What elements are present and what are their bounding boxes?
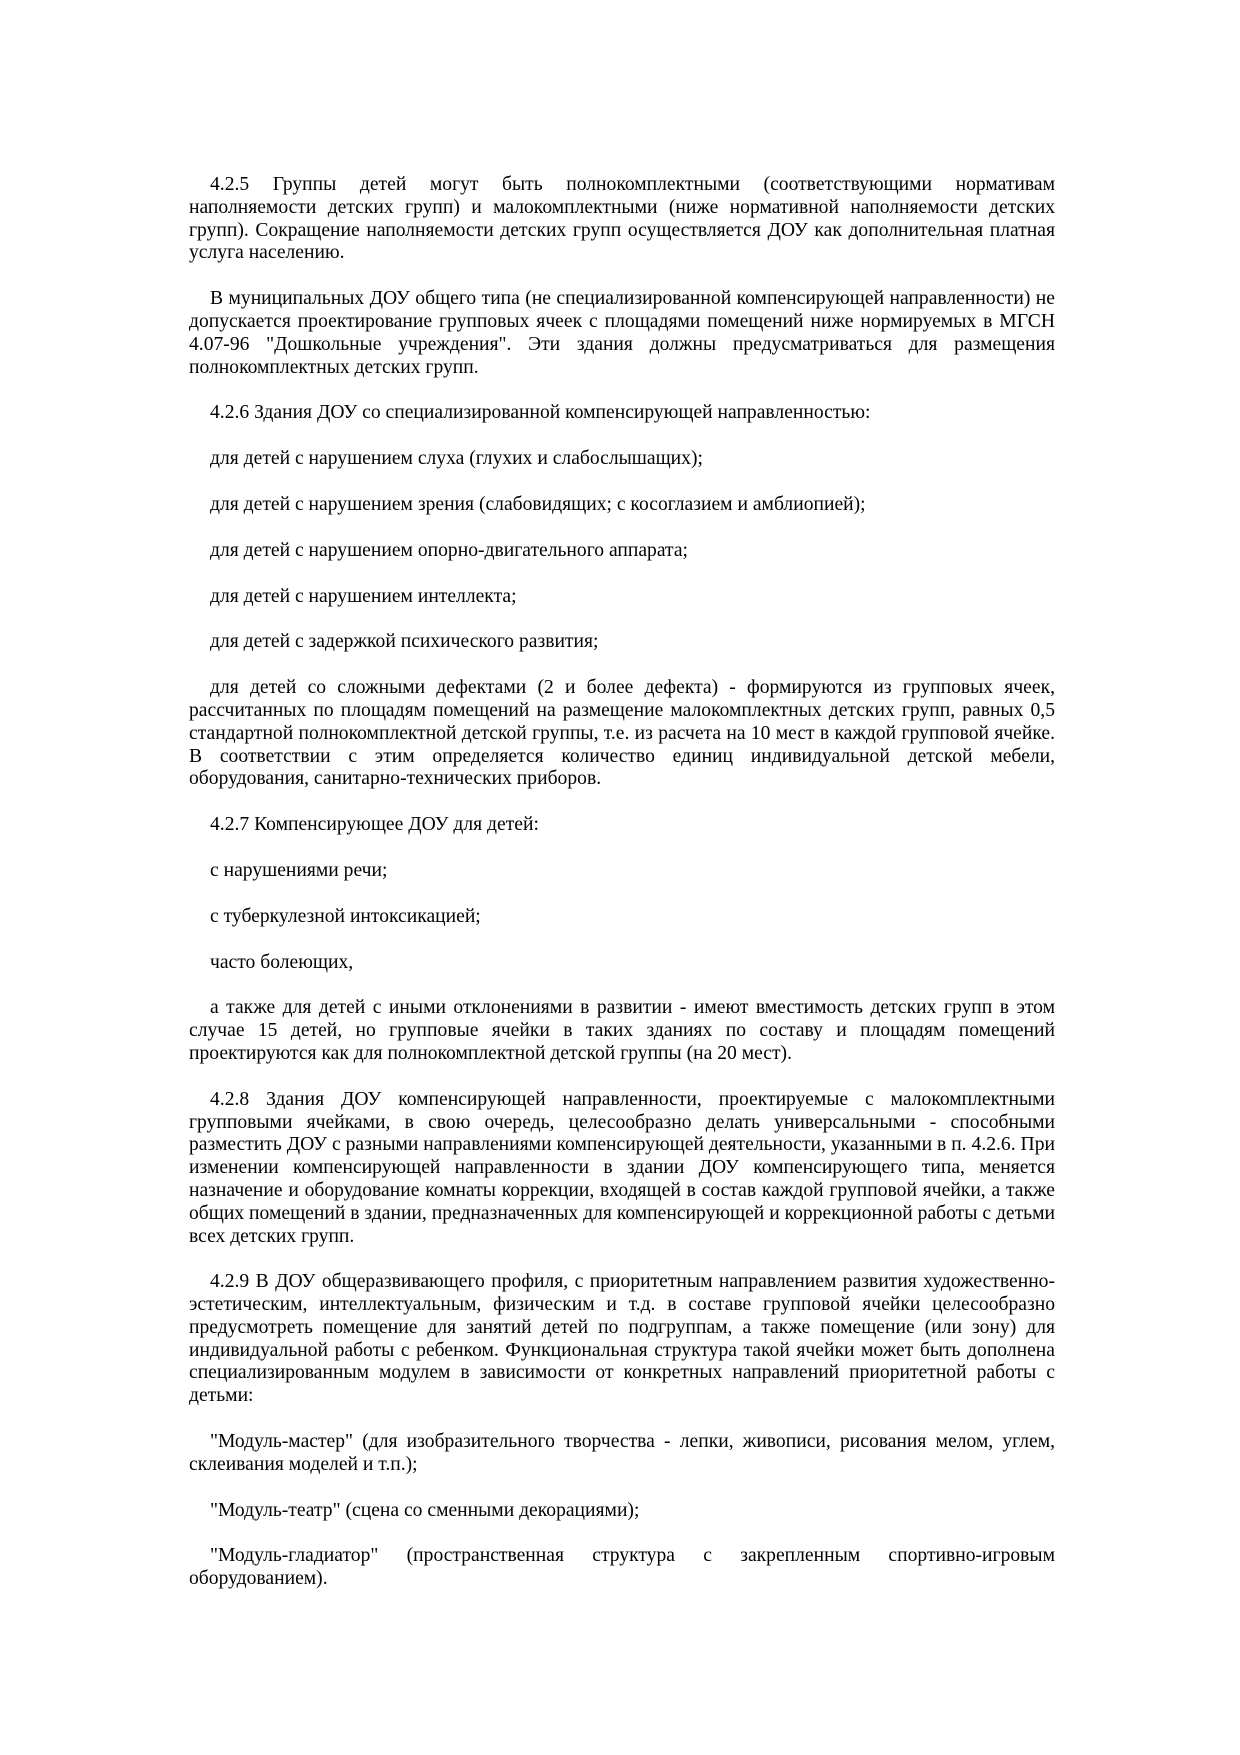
paragraph-municipal-dou: В муниципальных ДОУ общего типа (не специализированной компенсирующей направленности) не допускается проектирование групповых ячеек с площадями помещений ниже нормируемых в МГСН 4.07-96 "Дошкольные учреждения". Эти здания должны предусматриваться для размещения полнокомплектных детских групп. [189, 288, 1055, 378]
list-item-often-ill: часто болеющих, [210, 951, 354, 973]
paragraph-4-2-8: 4.2.8 Здания ДОУ компенсирующей направленности, проектируемые с малокомплектными групповыми ячейками, в свою очередь, целесообразно делать универсальными - способными разместить ДОУ с разными направлениями компенсирующей деятельности, указанными в п. 4.2.6. При изменении компенсирующей направленности в здании ДОУ компенсирующего типа, меняется назначение и оборудование комнаты коррекции, входящей в состав каждой групповой ячейки, а также общих помещений в здании, предназначенных для компенсирующей и коррекционной работы с детьми всех детских групп. [189, 1088, 1055, 1247]
document-page [189, 174, 1055, 1614]
paragraph-4-2-5: 4.2.5 Группы детей могут быть полнокомплектными (соответствующими нормативам наполняемости детских групп) и малокомплектными (ниже нормативной наполняемости детских групп). Сокращение наполняемости детских групп осуществляется ДОУ как дополнительная платная услуга населению. [189, 174, 1055, 264]
paragraph-4-2-7: 4.2.7 Компенсирующее ДОУ для детей: [210, 814, 539, 836]
paragraph-other-deviations: а также для детей с иными отклонениями в развитии - имеют вместимость детских групп в этом случае 15 детей, но групповые ячейки в таких зданиях по составу и площадям помещений проектируются как для полнокомплектной детской группы (на 20 мест). [189, 997, 1055, 1064]
list-item-hearing: для детей с нарушением слуха (глухих и слабослышащих); [210, 448, 703, 470]
list-item-module-master: "Модуль-мастер" (для изобразительного творчества - лепки, живописи, рисования мелом, углем, склеивания моделей и т.п.); [189, 1431, 1055, 1475]
paragraph-4-2-6: 4.2.6 Здания ДОУ со специализированной компенсирующей направленностью: [210, 402, 871, 424]
list-item-speech: с нарушениями речи; [210, 859, 388, 881]
list-item-musculoskeletal: для детей с нарушением опорно-двигательного аппарата; [210, 539, 688, 561]
list-item-tuberculosis: с туберкулезной интоксикацией; [210, 905, 481, 927]
list-item-vision: для детей с нарушением зрения (слабовидящих; с косоглазием и амблиопией); [210, 493, 866, 515]
list-item-module-theatre: "Модуль-театр" (сцена со сменными декорациями); [210, 1499, 640, 1521]
list-item-module-gladiator: "Модуль-гладиатор" (пространственная структура с закрепленным спортивно-игровым оборудованием). [189, 1545, 1055, 1590]
list-item-mental-delay: для детей с задержкой психического развития; [210, 631, 599, 653]
list-item-complex-defects: для детей со сложными дефектами (2 и более дефекта) - формируются из групповых ячеек, рассчитанных по площадям помещений на размещение малокомплектных детских групп, равных 0,5 стандартной полнокомплектной детской группы, т.е. из расчета на 10 мест в каждой групповой ячейке. В соответствии с этим определяется количество единиц индивидуальной детской мебели, оборудования, санитарно-технических приборов. [189, 677, 1055, 790]
list-item-intellect: для детей с нарушением интеллекта; [210, 585, 517, 607]
paragraph-4-2-9: 4.2.9 В ДОУ общеразвивающего профиля, с приоритетным направлением развития художественно-эстетическим, интеллектуальным, физическим и т.д. в составе групповой ячейки целесообразно предусмотреть помещение для занятий детей по подгруппам, а также помещение (или зону) для индивидуальной работы с ребенком. Функциональная структура такой ячейки может быть дополнена специализированным модулем в зависимости от конкретных направлений приоритетной работы с детьми: [189, 1271, 1055, 1407]
